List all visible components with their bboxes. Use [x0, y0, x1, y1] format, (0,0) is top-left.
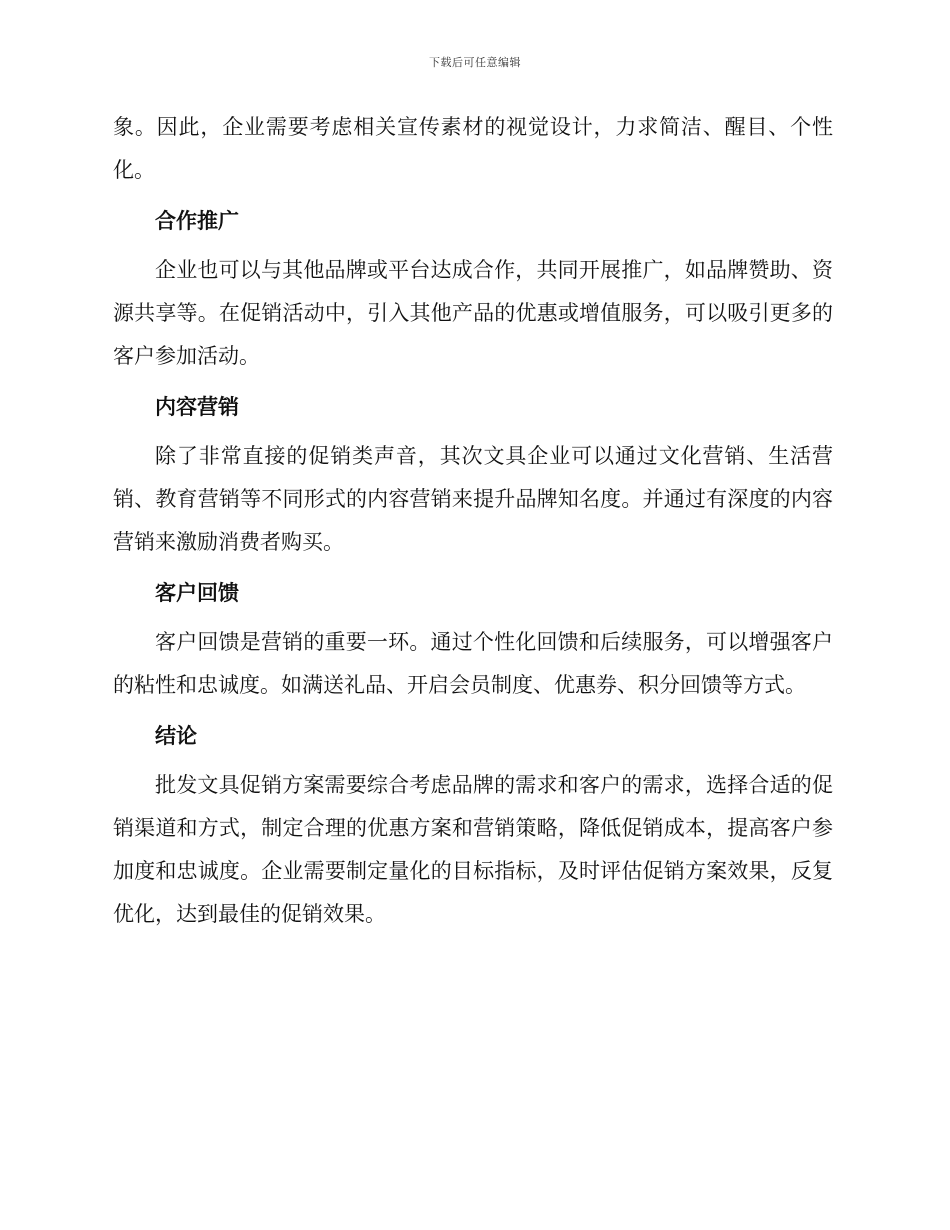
section-paragraph: 企业也可以与其他品牌或平台达成合作，共同开展推广，如品牌赞助、资源共享等。在促销活动中，引入其他产品的优惠或增值服务，可以吸引更多的客户参加活动。: [113, 258, 833, 368]
section-conclusion: [113, 715, 833, 936]
section-heading: 客户回馈: [155, 581, 239, 605]
section-content-marketing: [113, 386, 833, 564]
section-paragraph: 批发文具促销方案需要综合考虑品牌的需求和客户的需求，选择合适的促销渠道和方式，制定合理的优惠方案和营销策略，降低促销成本，提高客户参加度和忠诚度。企业需要制定量化的目标指标，及时评估促销方案效果，反复优化，达到最佳的促销效果。: [113, 773, 833, 926]
section-heading: 合作推广: [155, 209, 239, 233]
document-body: [113, 106, 833, 944]
section-paragraph: 客户回馈是营销的重要一环。通过个性化回馈和后续服务，可以增强客户的粘性和忠诚度。如满送礼品、开启会员制度、优惠券、积分回馈等方式。: [113, 630, 833, 697]
intro-paragraph: 象。因此，企业需要考虑相关宣传素材的视觉设计，力求简洁、醒目、个性化。: [113, 115, 833, 182]
section-customer-rewards: [113, 572, 833, 707]
section-heading: 结论: [155, 724, 197, 748]
section-cooperation-promotion: [113, 200, 833, 378]
section-heading: 内容营销: [155, 395, 239, 419]
page-header: 下载后可任意编辑: [429, 56, 521, 69]
section-paragraph: 除了非常直接的促销类声音，其次文具企业可以通过文化营销、生活营销、教育营销等不同形式的内容营销来提升品牌知名度。并通过有深度的内容营销来激励消费者购买。: [113, 444, 833, 554]
